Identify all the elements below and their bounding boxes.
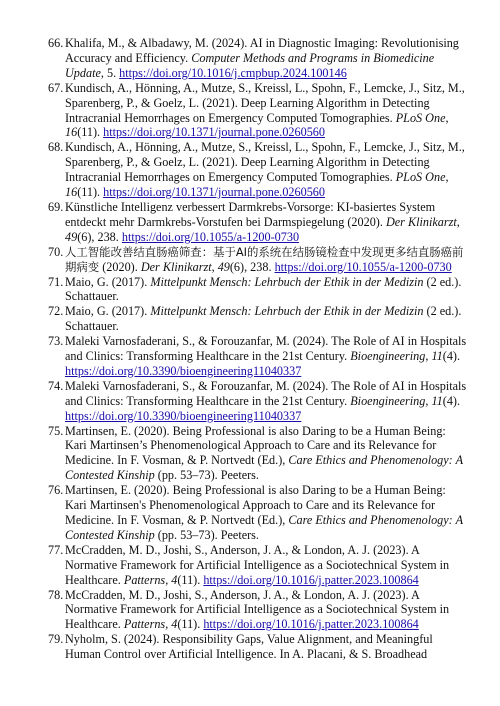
- reference-text: Maio, G. (2017).: [65, 304, 151, 319]
- doi-link[interactable]: https://doi.org/10.1055/a-1200-0730: [274, 259, 452, 274]
- reference-67: [48, 81, 470, 141]
- journal-title: Bioengineering: [350, 393, 426, 408]
- book-title: Care Ethics and Phenomenology: A Contested Kinship: [65, 453, 463, 483]
- reference-75: [48, 424, 470, 484]
- reference-text: Nyholm, S. (2024). Responsibility Gaps, Value Alignment, and Meaningful Human Control over Artificial Intelligence. In A. Placani, & S. Broadhead: [65, 632, 433, 662]
- reference-number: 75.: [48, 423, 64, 438]
- reference-text: (6), 238.: [229, 259, 275, 274]
- journal-title: Der Klinikarzt: [140, 259, 212, 274]
- reference-72: [48, 304, 470, 334]
- reference-number: 71.: [48, 274, 64, 289]
- reference-text: (11).: [77, 125, 104, 140]
- reference-text: (11).: [77, 185, 104, 200]
- volume-number: 16: [65, 185, 78, 200]
- reference-text: Martinsen, E. (2020). Being Professional is also Daring to be a Human Being: Kari Martinsen's Phenomenological Approach to Care and its Relevance for Medicine. In F. Vosman, & P. Nortvedt (Ed.),: [65, 483, 446, 527]
- reference-number: 67.: [48, 80, 64, 95]
- reference-number: 79.: [48, 632, 64, 647]
- reference-text: McCradden, M. D., Joshi, S., Anderson, J. A., & London, A. J. (2023). A Normative Framework for Artificial Intelligence as a Sociotechnical System in Healthcare.: [65, 587, 450, 632]
- journal-title: Computer Methods and Programs in Biomedicine Update: [65, 50, 435, 80]
- doi-link[interactable]: https://doi.org/10.1371/journal.pone.0260560: [103, 185, 325, 200]
- reference-list: [48, 36, 470, 662]
- volume-number: 11: [431, 393, 443, 408]
- doi-link[interactable]: https://doi.org/10.3390/bioengineering11040337: [65, 363, 302, 378]
- book-title: Mittelpunkt Mensch: Lehrbuch der Ethik in der Medizin: [150, 304, 424, 319]
- doi-link[interactable]: https://doi.org/10.1016/j.patter.2023.100864: [203, 572, 419, 587]
- chinese-title: 人工智能改善结直肠癌筛查：基于AI的系统在结肠镜检查中发现更多结直肠癌前期病变: [65, 244, 464, 274]
- reference-text: ,: [165, 572, 172, 587]
- journal-title: Patterns: [123, 572, 166, 587]
- reference-text: ,: [165, 617, 172, 632]
- reference-text: (11).: [177, 572, 204, 587]
- reference-text: , 5.: [100, 65, 120, 80]
- volume-number: 49: [217, 259, 230, 274]
- reference-number: 68.: [48, 140, 64, 155]
- doi-link[interactable]: https://doi.org/10.1016/j.cmpbup.2024.100146: [119, 65, 347, 80]
- volume-number: 16: [65, 125, 78, 140]
- journal-title: PLoS One: [395, 110, 446, 125]
- volume-number: 4: [171, 572, 178, 587]
- reference-text: Künstliche Intelligenz verbessert Darmkrebs-Vorsorge: KI-basiertes System entdeckt mehr Darmkrebs-Vorstufen bei Darmspiegelung (2020).: [65, 199, 436, 229]
- doi-link[interactable]: https://doi.org/10.1016/j.patter.2023.100864: [203, 617, 419, 632]
- doi-link[interactable]: https://doi.org/10.3390/bioengineering11040337: [65, 408, 302, 423]
- reference-text: ,: [211, 259, 218, 274]
- reference-text: Martinsen, E. (2020). Being Professional is also Daring to be a Human Being: Kari Martinsen’s Phenomenological Approach to Care and its Relevance for Medicine. In F. Vosman, & P. Nortvedt (Ed.),: [65, 423, 446, 468]
- reference-text: Kundisch, A., Hönning, A., Mutze, S., Kreissl, L., Spohn, F., Lemcke, J., Sitz, M., Sparenberg, P., & Goelz, L. (2021). Deep Learning Algorithm in Detecting Intracranial Hemorrhages on Emergency Computed Tomographies.: [65, 80, 465, 125]
- reference-78: [48, 588, 470, 633]
- reference-text: ,: [425, 393, 432, 408]
- reference-text: ,: [445, 110, 449, 125]
- reference-text: Maleki Varnosfaderani, S., & Forouzanfar, M. (2024). The Role of AI in Hospitals and Clinics: Transforming Healthcare in the 21st Century.: [65, 378, 467, 408]
- reference-number: 73.: [48, 334, 64, 349]
- reference-number: 76.: [48, 483, 64, 498]
- reference-number: 78.: [48, 587, 64, 602]
- reference-77: [48, 543, 470, 588]
- reference-text: Maio, G. (2017).: [65, 274, 151, 289]
- reference-text: (4).: [442, 349, 461, 364]
- reference-number: 69.: [48, 199, 64, 214]
- reference-number: 74.: [48, 378, 64, 393]
- reference-66: [48, 36, 470, 81]
- volume-number: 11: [431, 349, 443, 364]
- journal-title: Der Klinikarzt: [385, 214, 457, 229]
- reference-text: (2 ed.). Schattauer.: [65, 274, 462, 304]
- doi-link[interactable]: https://doi.org/10.1371/journal.pone.0260560: [103, 125, 325, 140]
- reference-number: 72.: [48, 304, 64, 319]
- reference-69: [48, 200, 470, 245]
- reference-text: McCradden, M. D., Joshi, S., Anderson, J. A., & London, A. J. (2023). A Normative Framework for Artificial Intelligence as a Sociotechnical System in Healthcare.: [65, 542, 450, 587]
- journal-title: PLoS One: [395, 170, 446, 185]
- reference-number: 66.: [48, 36, 64, 50]
- reference-text: (2020).: [99, 259, 141, 274]
- journal-title: Patterns: [123, 617, 166, 632]
- reference-text: (11).: [177, 617, 204, 632]
- reference-74: [48, 379, 470, 424]
- reference-73: [48, 334, 470, 379]
- reference-text: ,: [456, 214, 460, 229]
- reference-text: Khalifa, M., & Albadawy, M. (2024). AI in Diagnostic Imaging: Revolutionising Accuracy and Efficiency.: [65, 36, 459, 65]
- reference-number: 77.: [48, 542, 64, 557]
- reference-text: (pp. 53–73). Peeters.: [154, 527, 259, 542]
- reference-text: (pp. 53–73). Peeters.: [154, 468, 259, 483]
- doi-link[interactable]: https://doi.org/10.1055/a-1200-0730: [121, 229, 300, 244]
- reference-number: 70.: [48, 244, 64, 259]
- reference-71: [48, 275, 470, 305]
- reference-text: Kundisch, A., Hönning, A., Mutze, S., Kreissl, L., Spohn, F., Lemcke, J., Sitz, M., Sparenberg, P., & Goelz, L. (2021). Deep Learning Algorithm in Detecting Intracranial Hemorrhages on Emergency Computed Tomographies.: [65, 140, 465, 185]
- book-title: Care Ethics and Phenomenology: A Contested Kinship: [65, 513, 463, 542]
- reference-text: (2 ed.). Schattauer.: [65, 304, 462, 334]
- reference-text: (6), 238.: [77, 229, 122, 244]
- book-title: Mittelpunkt Mensch: Lehrbuch der Ethik in der Medizin: [150, 274, 424, 289]
- reference-76: [48, 483, 470, 543]
- journal-title: Bioengineering: [350, 349, 426, 364]
- volume-number: 49: [65, 229, 78, 244]
- reference-68: [48, 140, 470, 200]
- reference-text: (4).: [442, 393, 461, 408]
- reference-70: [48, 245, 470, 275]
- reference-79: [48, 632, 470, 662]
- reference-text: ,: [445, 170, 449, 185]
- reference-text: Maleki Varnosfaderani, S., & Forouzanfar, M. (2024). The Role of AI in Hospitals and Clinics: Transforming Healthcare in the 21st Century.: [65, 334, 467, 364]
- volume-number: 4: [171, 617, 178, 632]
- reference-text: ,: [425, 349, 432, 364]
